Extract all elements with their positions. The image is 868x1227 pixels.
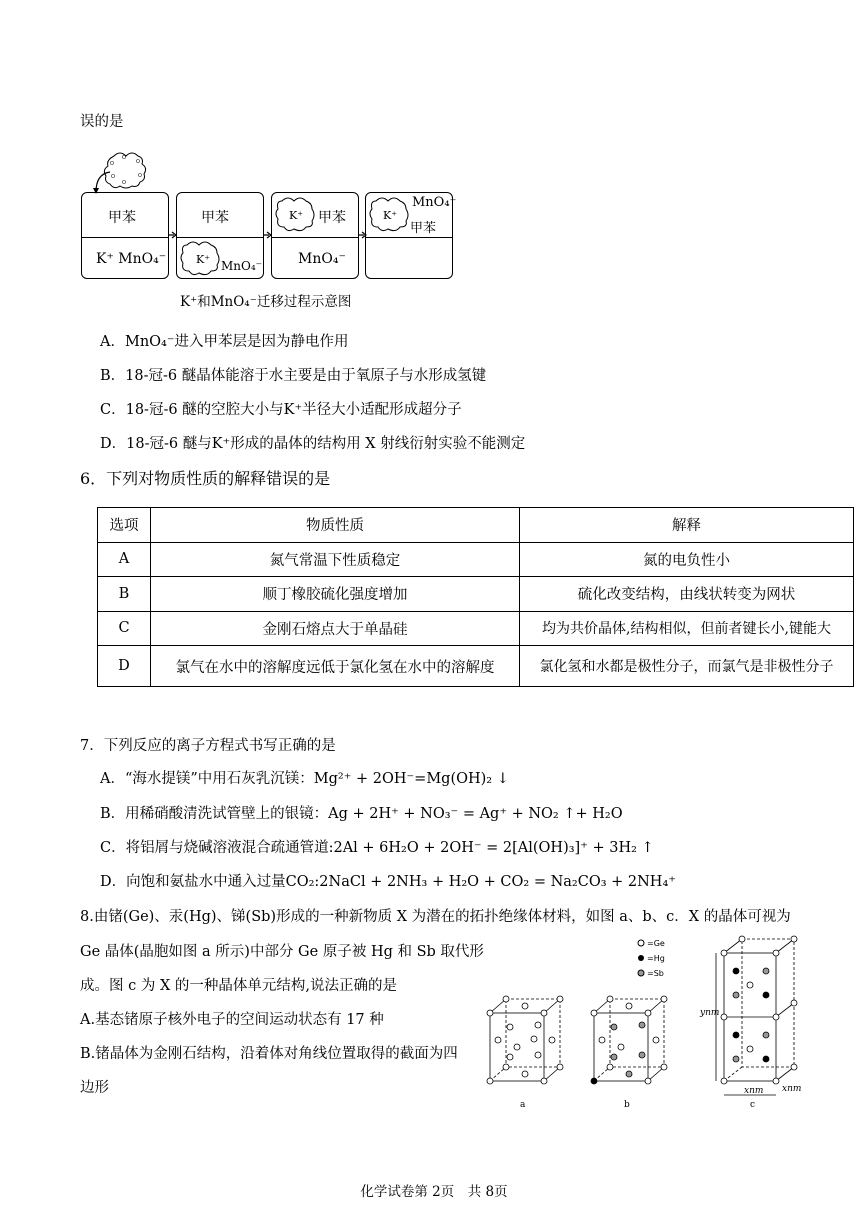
table-row	[98, 611, 854, 646]
svg-text:O: O	[110, 161, 114, 167]
q8-option-b-line1: B.锗晶体为金刚石结构，沿着体对角线位置取得的截面为四	[80, 1046, 458, 1062]
cell: A	[98, 542, 151, 577]
box-2-ion: K⁺	[196, 253, 211, 266]
q8-line1: 8.由锗(Ge)、汞(Hg)、锑(Sb)形成的一种新物质 X 为潜在的拓扑绝缘体材料，如图 a、b、c．X 的晶体可视为	[80, 909, 791, 925]
cell: D	[98, 646, 151, 687]
unit-cell-b	[591, 996, 667, 1084]
legend-sb: =Sb	[647, 969, 664, 978]
q5-option-c: C．18-冠-6 醚的空腔大小与K⁺半径大小适配形成超分子	[100, 402, 462, 418]
q8-line3: 成。图 c 为 X 的一种晶体单元结构,说法正确的是	[80, 978, 397, 994]
label-xnm-width: xnm	[744, 1086, 764, 1096]
header-property: 物质性质	[151, 508, 520, 543]
label-xnm-depth: xnm	[782, 1084, 802, 1094]
cell: B	[98, 577, 151, 612]
box-3-bottom: MnO₄⁻	[298, 251, 346, 267]
cell: 顺丁橡胶硫化强度增加	[151, 577, 520, 612]
box-3-ion: K⁺	[289, 209, 304, 222]
cell: 氯化氢和水都是极性分子，而氯气是非极性分子	[520, 646, 854, 687]
cell: 氮的电负性小	[520, 542, 854, 577]
q5-option-d: D．18-冠-6 醚与K⁺形成的晶体的结构用 X 射线衍射实验不能测定	[100, 436, 526, 452]
q7-option-b: B．用稀硝酸清洗试管壁上的银镜：Ag + 2H⁺ + NO₃⁻ = Ag⁺ + NO₂ ↑+ H₂O	[100, 806, 623, 822]
label-b: b	[624, 1100, 630, 1110]
unit-cell-c	[716, 936, 797, 1095]
svg-text:O: O	[138, 173, 142, 179]
q6-stem: 6．下列对物质性质的解释错误的是	[80, 469, 331, 488]
box-4	[365, 192, 457, 279]
unit-cell-a	[487, 996, 563, 1084]
label-ynm: ynm	[700, 1008, 720, 1018]
table-row	[98, 542, 854, 577]
q8-line2: Ge 晶体(晶胞如图 a 所示)中部分 Ge 原子被 Hg 和 Sb 取代形	[80, 944, 484, 960]
box-1-bottom: K⁺ MnO₄⁻	[96, 251, 167, 267]
crown-ether-icon	[179, 239, 225, 277]
diagram-caption: K⁺和MnO₄⁻迁移过程示意图	[180, 294, 352, 310]
table-header-row	[98, 508, 854, 543]
q7-option-d: D．向饱和氨盐水中通入过量CO₂:2NaCl + 2NH₃ + H₂O + CO₂ = Na₂CO₃ + 2NH₄⁺	[100, 874, 676, 890]
q8-option-b-line2: 边形	[80, 1080, 109, 1096]
box-2	[176, 192, 264, 279]
box-3	[271, 192, 359, 279]
svg-text:O: O	[136, 159, 140, 165]
table-row	[98, 577, 854, 612]
cell: 氮气常温下性质稳定	[151, 542, 520, 577]
label-a: a	[520, 1100, 526, 1110]
q5-option-b: B．18-冠-6 醚晶体能溶于水主要是由于氧原子与水形成氢键	[100, 368, 487, 384]
header-explanation: 解释	[520, 508, 854, 543]
box-2-anion: MnO₄⁻	[221, 259, 262, 273]
box-2-top: 甲苯	[201, 210, 229, 226]
q7-option-c: C．将铝屑与烧碱溶液混合疏通管道:2Al + 6H₂O + 2OH⁻ = 2[Al(OH)₃]⁺ + 3H₂ ↑	[100, 840, 654, 856]
crystal-figures	[486, 935, 816, 1115]
cell: C	[98, 611, 151, 646]
crown-ether-icon	[274, 195, 320, 233]
cell: 金刚石熔点大于单晶硅	[151, 611, 520, 646]
box-3-top: 甲苯	[318, 210, 346, 226]
box-4-top: 甲苯	[410, 221, 437, 236]
crown-ether-icon	[368, 195, 414, 233]
header-option: 选项	[98, 508, 151, 543]
box-4-ion: K⁺	[383, 209, 398, 222]
q6-table	[97, 507, 854, 687]
legend-ge: =Ge	[647, 939, 665, 948]
cell: 硫化改变结构，由线状转变为网状	[520, 577, 854, 612]
legend-hg: =Hg	[647, 954, 665, 963]
table-row	[98, 646, 854, 687]
box-1	[81, 192, 169, 279]
page-footer: 化学试卷第 2页 共 8页	[360, 1184, 508, 1200]
continued-text: 误的是	[80, 114, 124, 130]
q5-option-a: A．MnO₄⁻进入甲苯层是因为静电作用	[100, 334, 349, 350]
q7-stem: 7．下列反应的离子方程式书写正确的是	[80, 738, 336, 754]
svg-text:O: O	[111, 174, 115, 180]
q7-option-a: A．“海水提镁”中用石灰乳沉镁：Mg²⁺ + 2OH⁻=Mg(OH)₂ ↓	[100, 771, 509, 787]
cell: 均为共价晶体,结构相似，但前者键长小,键能大	[520, 611, 854, 646]
svg-text:O: O	[122, 155, 126, 161]
migration-diagram	[80, 150, 460, 310]
label-c: c	[750, 1100, 756, 1110]
box-4-anion: MnO₄⁻	[412, 195, 457, 210]
svg-text:O: O	[122, 180, 126, 186]
q8-option-a: A.基态锗原子核外电子的空间运动状态有 17 种	[80, 1012, 384, 1028]
cell: 氯气在水中的溶解度远低于氯化氢在水中的溶解度	[151, 646, 520, 687]
box-1-top: 甲苯	[108, 210, 136, 226]
